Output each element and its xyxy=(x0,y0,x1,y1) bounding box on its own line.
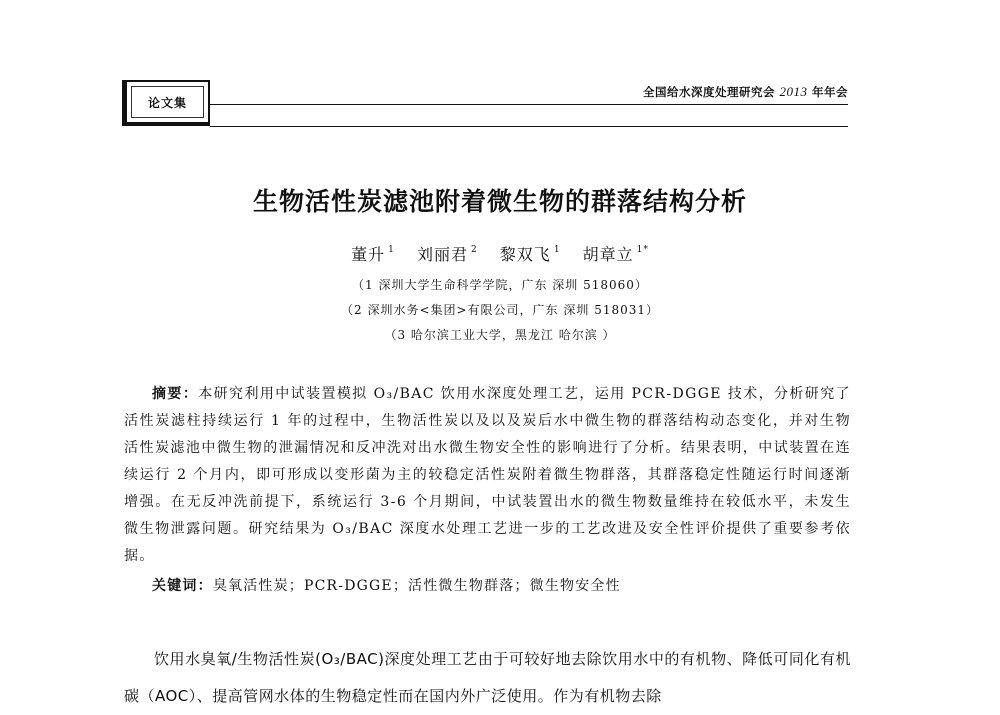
author xyxy=(417,245,478,264)
affiliation-3: （3 哈尔滨工业大学，黑龙江 哈尔滨 ） xyxy=(384,328,616,342)
affiliation-2: （2 深圳水务<集团>有限公司，广东 深圳 518031） xyxy=(341,303,659,317)
header-rule-top xyxy=(210,104,848,105)
conference-name xyxy=(643,84,848,100)
author xyxy=(583,245,649,264)
body-text: 饮用水臭氧/生物活性炭(O₃/BAC)深度处理工艺由于可较好地去除饮用水中的有机物、降低可同化有机碳（AOC）、提高管网水体的生物稳定性而在国内外广泛使用。作为有机物去除 xyxy=(124,650,851,705)
author-name: 胡章立 xyxy=(582,245,634,264)
author xyxy=(500,245,561,264)
abstract-text: 本研究利用中试装置模拟 O₃/BAC 饮用水深度处理工艺，运用 PCR-DGGE 技术，分析研究了活性炭滤柱持续运行 1 年的过程中，生物活性炭以及以及炭后水中微生物的群落结构动态变化，并对生物活性炭滤池中微生物的泄漏情况和反冲洗对出水微生物安全性的影响进行了分析。结果表明，中试装置在连续运行 2 个月内，即可形成以变形菌为主的较稳定活性炭附着微生物群落，其群落稳定性随运行时间逐渐增强。在无反冲洗前提下，系统运行 3-6 个月期间，中试装置出水的微生物数量维持在较低水平，未发生微生物泄露问题。研究结果为 O₃/BAC 深度水处理工艺进一步的工艺改进及安全性评价提供了重要参考依据。 xyxy=(124,386,852,564)
body-paragraph xyxy=(124,641,851,715)
abstract xyxy=(124,381,851,570)
conference-year: 2013 xyxy=(779,84,808,99)
section-tag-box xyxy=(122,80,210,126)
affiliation-mark: 1* xyxy=(636,245,649,255)
header-rule-bottom xyxy=(210,126,848,127)
abstract-label: 摘要： xyxy=(152,386,199,402)
author-name: 刘丽君 xyxy=(416,245,468,264)
keywords-label: 关键词： xyxy=(152,578,213,594)
affiliation-mark: 1 xyxy=(388,245,395,255)
conference-prefix: 全国给水深度处理研究会 xyxy=(642,85,775,99)
author xyxy=(351,245,395,264)
affiliation-1: （1 深圳大学生命科学学院，广东 深圳 518060） xyxy=(352,278,648,292)
section-tag-label: 论文集 xyxy=(147,96,187,110)
keywords-text: 臭氧活性炭；PCR-DGGE；活性微生物群落；微生物安全性 xyxy=(212,578,621,594)
author-list xyxy=(0,242,1000,265)
conference-suffix: 年年会 xyxy=(812,85,848,99)
author-name: 董升 xyxy=(351,245,386,264)
keywords xyxy=(152,575,621,595)
affiliation-mark: 1 xyxy=(553,245,561,255)
author-name: 黎双飞 xyxy=(499,245,551,264)
affiliation-mark: 2 xyxy=(470,245,478,255)
paper-title: 生物活性炭滤池附着微生物的群落结构分析 xyxy=(252,187,747,216)
